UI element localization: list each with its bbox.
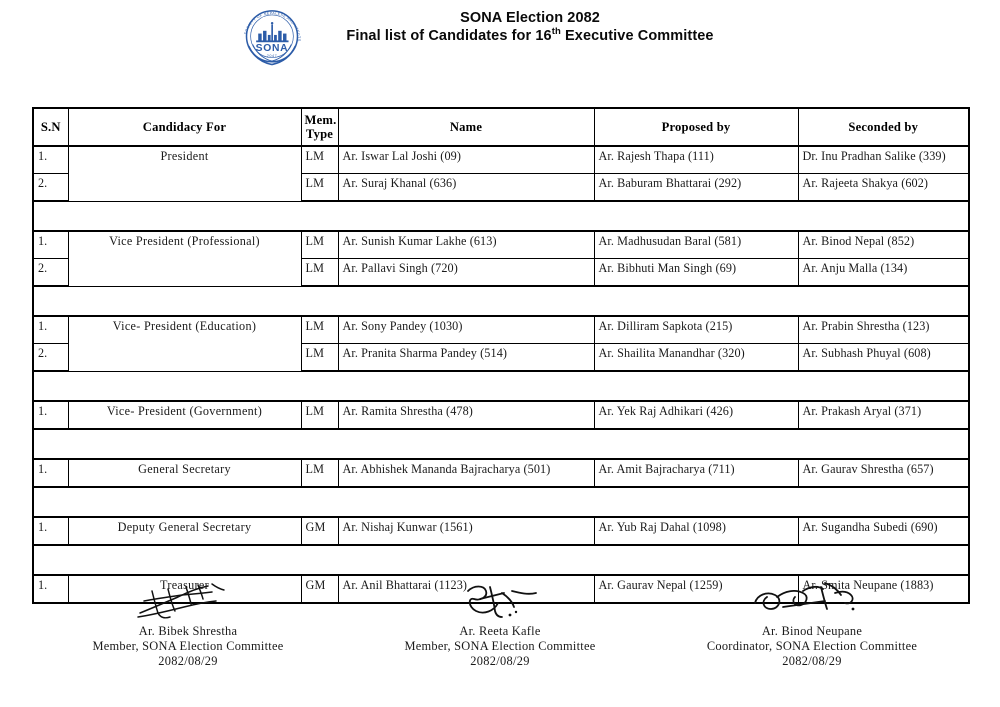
signatory-role-1: Member, SONA Election Committee	[92, 639, 284, 653]
sona-logo	[237, 6, 307, 68]
title-line-2-pre: Final list of Candidates for 16	[346, 28, 552, 44]
cell-seconded-by: Ar. Rajeeta Shakya (602)	[798, 174, 969, 202]
table-row	[33, 517, 969, 545]
cell-name: Ar. Ramita Shrestha (478)	[338, 401, 594, 429]
table-row	[33, 316, 969, 344]
cell-sn: 1.	[33, 146, 68, 174]
cell-candidacy-for: Treasurer	[68, 575, 301, 603]
title-line-1: SONA Election 2082	[460, 10, 600, 26]
signature-area	[32, 578, 968, 669]
svg-text:SONA: SONA	[255, 42, 289, 54]
cell-proposed-by: Ar. Yub Raj Dahal (1098)	[594, 517, 798, 545]
column-header-sn: S.N	[33, 108, 68, 146]
cell-proposed-by: Ar. Yek Raj Adhikari (426)	[594, 401, 798, 429]
candidates-table	[32, 107, 970, 604]
table-row	[33, 459, 969, 487]
cell-name: Ar. Sunish Kumar Lakhe (613)	[338, 231, 594, 259]
cell-candidacy-for: Vice- President (Education)	[68, 316, 301, 371]
column-header-candidacy-for: Candidacy For	[68, 108, 301, 146]
mem-type-line-2: Type	[305, 127, 334, 141]
signatory-role-2: Member, SONA Election Committee	[404, 639, 596, 653]
cell-name: Ar. Anil Bhattarai (1123)	[338, 575, 594, 603]
svg-text:SOCIETY OF NEPALESE ARCHITECTS: SOCIETY OF NEPALESE ARCHITECTS	[243, 11, 302, 42]
sona-logo-icon	[237, 6, 307, 68]
signatory-date-2: 2082/08/29	[470, 654, 530, 668]
table-spacer-row	[33, 371, 969, 401]
signatory-date-3: 2082/08/29	[782, 654, 842, 668]
cell-name: Ar. Pranita Sharma Pandey (514)	[338, 344, 594, 372]
cell-seconded-by: Ar. Sugandha Subedi (690)	[798, 517, 969, 545]
spacer-cell	[33, 487, 969, 517]
table-row	[33, 146, 969, 174]
handwritten-signature-icon	[450, 579, 550, 623]
document-header	[0, 0, 1000, 78]
cell-seconded-by: Ar. Smita Neupane (1883)	[798, 575, 969, 603]
cell-name: Ar. Pallavi Singh (720)	[338, 259, 594, 287]
table-spacer-row	[33, 286, 969, 316]
handwritten-signature-icon	[128, 579, 248, 623]
cell-seconded-by: Ar. Prakash Aryal (371)	[798, 401, 969, 429]
cell-seconded-by: Dr. Inu Pradhan Salike (339)	[798, 146, 969, 174]
cell-proposed-by: Ar. Amit Bajracharya (711)	[594, 459, 798, 487]
cell-mem-type: LM	[301, 316, 338, 344]
signature-mark-1	[32, 578, 344, 624]
column-header-mem-type	[301, 108, 338, 146]
svg-text:2047: 2047	[266, 53, 278, 58]
title-line-2-post: Executive Committee	[560, 28, 714, 44]
signatory-name-3: Ar. Binod Neupane	[761, 624, 863, 638]
signatory-name-1: Ar. Bibek Shrestha	[138, 624, 238, 638]
spacer-cell	[33, 371, 969, 401]
cell-sn: 2.	[33, 174, 68, 202]
cell-seconded-by: Ar. Anju Malla (134)	[798, 259, 969, 287]
handwritten-signature-icon	[747, 579, 877, 623]
table-body	[33, 146, 969, 603]
cell-mem-type: LM	[301, 344, 338, 372]
signature-mark-3	[656, 578, 968, 624]
cell-mem-type: LM	[301, 174, 338, 202]
cell-sn: 1.	[33, 517, 68, 545]
table-spacer-row	[33, 545, 969, 575]
cell-seconded-by: Ar. Binod Nepal (852)	[798, 231, 969, 259]
cell-mem-type: GM	[301, 575, 338, 603]
cell-sn: 1.	[33, 575, 68, 603]
cell-name: Ar. Abhishek Mananda Bajracharya (501)	[338, 459, 594, 487]
cell-mem-type: LM	[301, 231, 338, 259]
cell-proposed-by: Ar. Madhusudan Baral (581)	[594, 231, 798, 259]
table-spacer-row	[33, 487, 969, 517]
cell-mem-type: LM	[301, 259, 338, 287]
column-header-name: Name	[338, 108, 594, 146]
cell-sn: 1.	[33, 316, 68, 344]
cell-sn: 1.	[33, 401, 68, 429]
cell-proposed-by: Ar. Bibhuti Man Singh (69)	[594, 259, 798, 287]
cell-candidacy-for: Vice- President (Government)	[68, 401, 301, 429]
cell-sn: 1.	[33, 459, 68, 487]
cell-candidacy-for: President	[68, 146, 301, 201]
cell-proposed-by: Ar. Rajesh Thapa (111)	[594, 146, 798, 174]
table-spacer-row	[33, 201, 969, 231]
cell-sn: 1.	[33, 231, 68, 259]
cell-proposed-by: Ar. Baburam Bhattarai (292)	[594, 174, 798, 202]
cell-proposed-by: Ar. Dilliram Sapkota (215)	[594, 316, 798, 344]
signature-block-3	[656, 578, 968, 669]
title-line-2	[320, 27, 740, 46]
cell-seconded-by: Ar. Prabin Shrestha (123)	[798, 316, 969, 344]
cell-name: Ar. Nishaj Kunwar (1561)	[338, 517, 594, 545]
cell-candidacy-for: General Secretary	[68, 459, 301, 487]
table-spacer-row	[33, 429, 969, 459]
cell-name: Ar. Suraj Khanal (636)	[338, 174, 594, 202]
cell-name: Ar. Iswar Lal Joshi (09)	[338, 146, 594, 174]
cell-sn: 2.	[33, 259, 68, 287]
cell-mem-type: LM	[301, 146, 338, 174]
mem-type-line-1: Mem.	[304, 113, 337, 127]
cell-mem-type: LM	[301, 401, 338, 429]
cell-name: Ar. Sony Pandey (1030)	[338, 316, 594, 344]
cell-mem-type: GM	[301, 517, 338, 545]
cell-seconded-by: Ar. Subhash Phuyal (608)	[798, 344, 969, 372]
cell-proposed-by: Ar. Gaurav Nepal (1259)	[594, 575, 798, 603]
table-row	[33, 231, 969, 259]
cell-candidacy-for: Deputy General Secretary	[68, 517, 301, 545]
cell-sn: 2.	[33, 344, 68, 372]
cell-seconded-by: Ar. Gaurav Shrestha (657)	[798, 459, 969, 487]
cell-proposed-by: Ar. Shailita Manandhar (320)	[594, 344, 798, 372]
candidates-table-area	[32, 107, 968, 604]
cell-candidacy-for: Vice President (Professional)	[68, 231, 301, 286]
cell-mem-type: LM	[301, 459, 338, 487]
signature-block-2	[344, 578, 656, 669]
column-header-seconded-by: Seconded by	[798, 108, 969, 146]
title-ordinal-suffix: th	[551, 26, 561, 38]
signatory-date-1: 2082/08/29	[158, 654, 218, 668]
spacer-cell	[33, 286, 969, 316]
table-header-row	[33, 108, 969, 146]
signature-block-1	[32, 578, 344, 669]
spacer-cell	[33, 429, 969, 459]
signature-mark-2	[344, 578, 656, 624]
spacer-cell	[33, 201, 969, 231]
table-row	[33, 401, 969, 429]
document-title	[320, 9, 740, 46]
spacer-cell	[33, 545, 969, 575]
signatory-role-3: Coordinator, SONA Election Committee	[706, 639, 918, 653]
signatory-name-2: Ar. Reeta Kafle	[459, 624, 541, 638]
column-header-proposed-by: Proposed by	[594, 108, 798, 146]
